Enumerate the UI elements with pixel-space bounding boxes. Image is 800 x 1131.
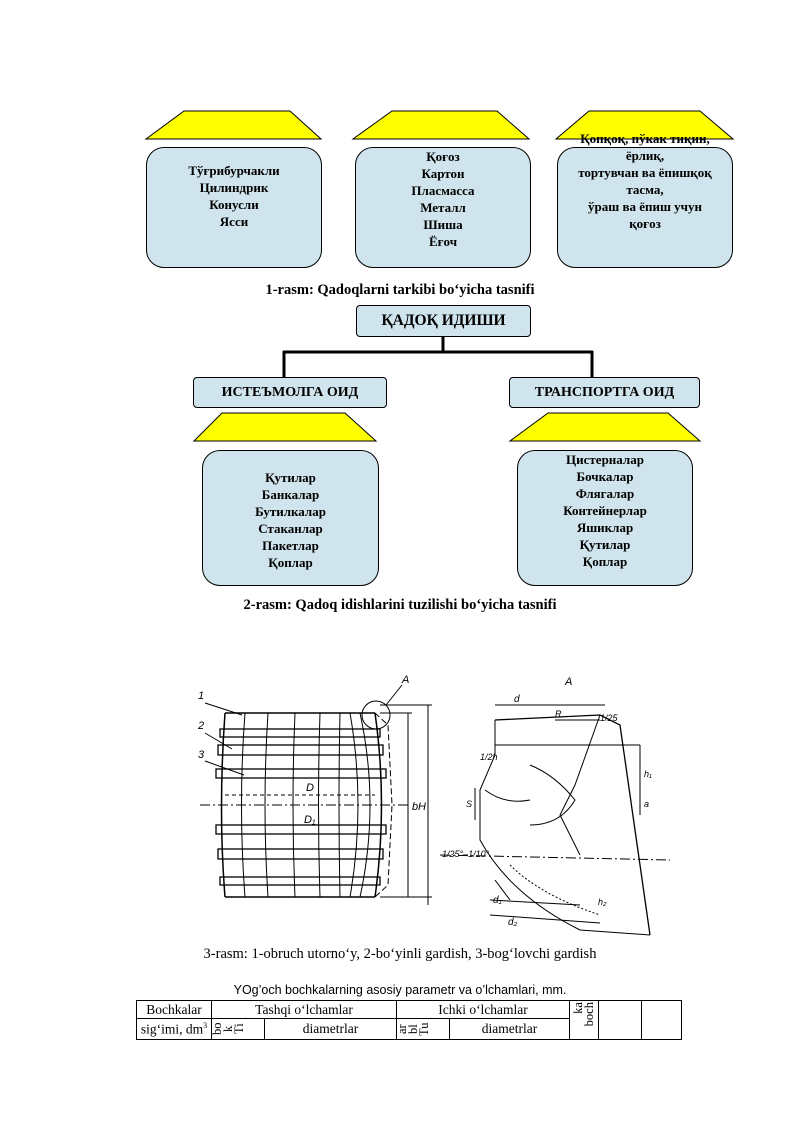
consumer-items-box: [202, 450, 379, 586]
consumer-item: Стаканлар: [258, 521, 323, 536]
trapezoid-2: [353, 111, 529, 139]
vert-text: ar: [395, 1024, 409, 1034]
label-D: D: [306, 782, 314, 794]
label-h1: h₁: [644, 769, 652, 779]
accessory-item: ёрлиқ,: [625, 148, 665, 163]
unit-superscript: 3: [203, 1020, 208, 1030]
root-container-label: [356, 305, 531, 337]
last-vert-header: [570, 1001, 599, 1040]
label-b: b: [412, 801, 419, 813]
empty-cell: [642, 1001, 682, 1040]
inner-dims-label: Ichki o‘lchamlar: [438, 1001, 528, 1017]
transport-item: Яшиклар: [576, 520, 634, 535]
accessory-item: Қопқоқ, пўкак тиқин,: [580, 131, 710, 146]
diameters-label: diametrlar: [481, 1021, 538, 1036]
material-types-box: [355, 147, 531, 268]
vert-text: k: [221, 1025, 235, 1033]
material-item: Металл: [420, 200, 466, 215]
vert-text: bl: [406, 1024, 420, 1034]
vert-text: bo: [210, 1022, 224, 1036]
trapezoid-right: [510, 413, 700, 441]
figure2-caption: 2-rasm: Qadoq idishlarini tuzilishi bo‘yicha tasnifi: [243, 597, 557, 613]
material-item: Пласмасса: [411, 183, 475, 198]
label-d2: d₂: [508, 917, 518, 928]
label-H: H: [418, 801, 426, 813]
consumer-item: Пакетлар: [262, 538, 319, 553]
empty-cell: [599, 1001, 642, 1040]
callout-2: 2: [198, 720, 205, 732]
transport-item: Бочкалар: [576, 469, 634, 484]
root-container-text: ҚАДОҚ ИДИШИ: [381, 312, 506, 329]
diameters-label: diametrlar: [302, 1021, 359, 1036]
parameters-table: [136, 1000, 682, 1040]
col-capacity-header: [137, 1001, 212, 1019]
transport-item: Қутилар: [579, 537, 631, 552]
figure3-caption: 3-rasm: 1-obruch utorno‘y, 2-bo‘yinli gardish, 3-bog‘lovchi gardish: [203, 946, 597, 962]
material-item: Картон: [421, 166, 465, 181]
callout-1: 1: [198, 690, 205, 702]
inner-vert-cell: [397, 1019, 450, 1040]
transport-item: Контейнерлар: [563, 503, 647, 518]
outer-dims-label: Tashqi o‘lchamlar: [255, 1001, 353, 1017]
accessory-item: қоғоз: [629, 216, 661, 231]
outer-vert-cell: [212, 1019, 265, 1040]
label-h2: h₂: [598, 897, 607, 907]
transport-label: [509, 377, 700, 408]
vert-text: boch: [582, 1002, 596, 1027]
shape-item: Цилиндрик: [199, 180, 269, 195]
consumer-label-text: ИСТЕЪМОЛГА ОИД: [221, 384, 359, 400]
transport-item: Қоплар: [582, 554, 628, 569]
vert-text: ka: [571, 1002, 585, 1014]
barrel-drawing: [180, 665, 680, 940]
accessories-box: [557, 131, 733, 268]
table-title: YOg’och bochkalarning asosiy parametr va o’lchamlari, mm.: [233, 983, 567, 997]
outer-diameters-cell: [265, 1019, 397, 1040]
shape-item: Ясси: [219, 214, 249, 229]
barrel-body: [200, 685, 410, 897]
transport-item: Флягалар: [575, 486, 635, 501]
vert-text: Tu: [417, 1022, 431, 1036]
label-1-25: 1/25: [600, 713, 618, 723]
consumer-item: Қутилар: [265, 470, 316, 485]
label-R: R: [555, 709, 562, 719]
capacity-unit-cell: [137, 1019, 212, 1040]
transport-item: Цистерналар: [566, 452, 644, 467]
consumer-item: Банкалар: [261, 487, 320, 502]
accessory-item: тасма,: [626, 182, 664, 197]
figure1-caption: 1-rasm: Qadoqlarni tarkibi bo‘yicha tasnifi: [265, 282, 535, 298]
material-item: Қоғоз: [426, 149, 460, 164]
transport-items-box: [517, 450, 693, 586]
outer-dims-header: [212, 1001, 397, 1019]
consumer-item: Бутилкалар: [255, 504, 326, 519]
label-a: a: [644, 799, 650, 809]
callout-3: 3: [198, 749, 205, 761]
label-d1: d₁: [493, 895, 502, 906]
shape-types-box: [146, 147, 322, 268]
label-d: d: [514, 694, 520, 705]
material-item: Ёғоч: [428, 234, 458, 249]
trapezoid-1: [146, 111, 321, 139]
capacity-label-line1: Bochkalar: [146, 1001, 202, 1017]
shape-item: Конусли: [209, 197, 259, 212]
capacity-label-line2: sig‘imi, dm: [140, 1021, 204, 1037]
shape-item: Тўғрибурчакли: [188, 163, 280, 178]
inner-diameters-cell: [450, 1019, 570, 1040]
label-S: S: [466, 799, 473, 809]
trapezoid-left: [194, 413, 376, 441]
accessory-item: ўраш ва ёпиш учун: [587, 199, 703, 214]
marker-A-main: A: [402, 674, 410, 686]
transport-label-text: ТРАНСПОРТГА ОИД: [534, 384, 675, 400]
accessory-item: тортувчан ва ёпишқоқ: [578, 165, 712, 180]
detail-view: [440, 705, 670, 935]
label-D1: D₁: [304, 814, 316, 826]
label-half-h: 1/2h: [480, 752, 498, 762]
material-item: Шиша: [423, 217, 463, 232]
consumer-item: Қоплар: [268, 555, 313, 570]
vert-text: Ti: [232, 1023, 246, 1035]
consumer-label: [193, 377, 387, 408]
marker-A-detail: A: [565, 676, 573, 688]
inner-dims-header: [397, 1001, 570, 1019]
label-angle: 1/25°–1/10°: [442, 849, 490, 859]
